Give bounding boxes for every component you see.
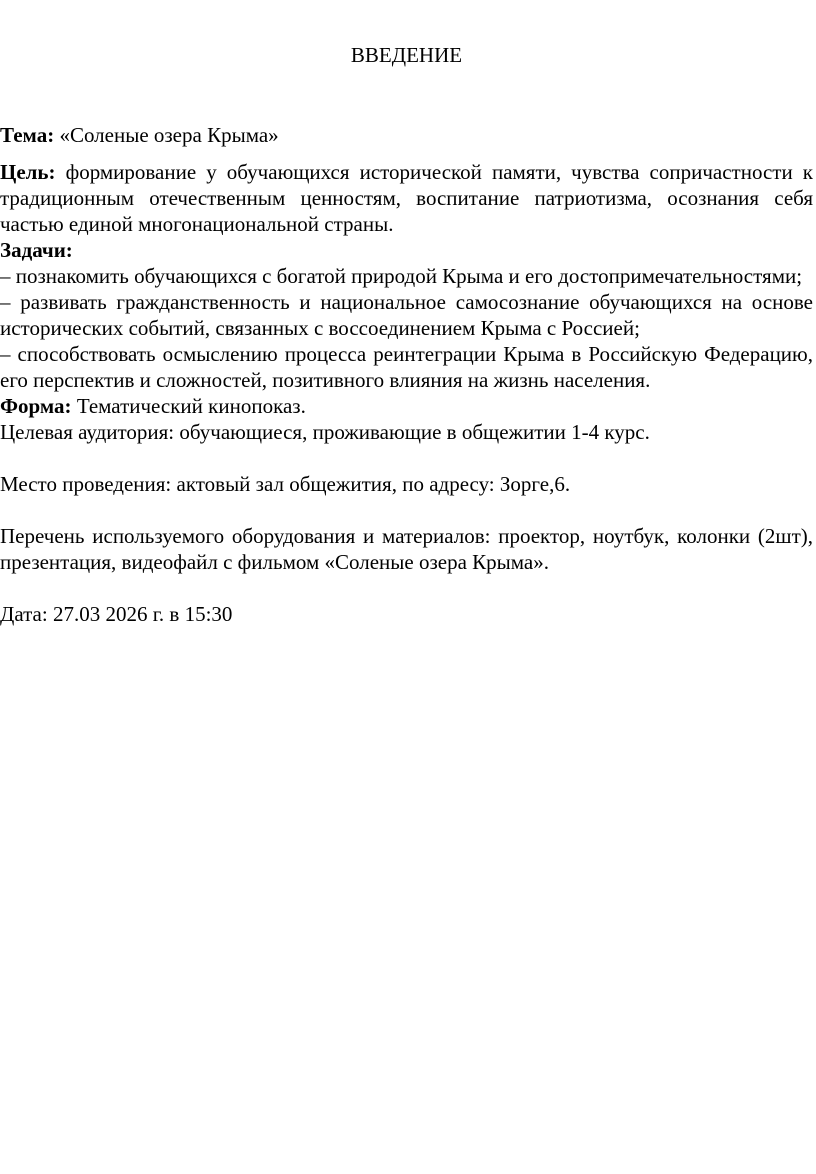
audience-line: Целевая аудитория: обучающиеся, проживающие в общежитии 1-4 курс.: [0, 420, 650, 444]
goal-label: Цель:: [0, 160, 56, 184]
form-line: [0, 393, 813, 419]
task-item-2: – развивать гражданственность и национальное самосознание обучающихся на основе исторических событий, связанных с воссоединением Крыма с Россией;: [0, 290, 813, 340]
date-line: Дата: 27.03 2026 г. в 15:30: [0, 602, 233, 626]
goal-value: формирование у обучающихся исторической памяти, чувства сопричастности к традиционным отечественным ценностям, воспитание патриотизма, осознания себя частью единой многонациональной страны.: [0, 160, 813, 236]
tasks-label-text: Задачи:: [0, 238, 73, 262]
page-title: ВВЕДЕНИЕ: [350, 43, 463, 67]
goal-paragraph: [0, 159, 813, 237]
task-item-1: – познакомить обучающихся с богатой природой Крыма и его достопримечательностями;: [0, 264, 803, 288]
task-item-3: – способствовать осмыслению процесса реинтеграции Крыма в Российскую Федерацию, его перспектив и сложностей, позитивного влияния на жизнь населения.: [0, 342, 813, 392]
topic-label: Тема:: [0, 123, 55, 147]
form-value: Тематический кинопоказ.: [71, 394, 306, 418]
document-content: [0, 42, 813, 627]
topic-line: [0, 122, 813, 148]
topic-value: «Соленые озера Крыма»: [54, 123, 279, 147]
form-label: Форма:: [0, 394, 72, 418]
venue-line: Место проведения: актовый зал общежития, по адресу: Зорге,6.: [0, 472, 571, 496]
equipment-paragraph: Перечень используемого оборудования и материалов: проектор, ноутбук, колонки (2шт), презентация, видеофайл с фильмом «Соленые озера Крыма».: [0, 524, 813, 574]
tasks-label: [0, 237, 813, 263]
